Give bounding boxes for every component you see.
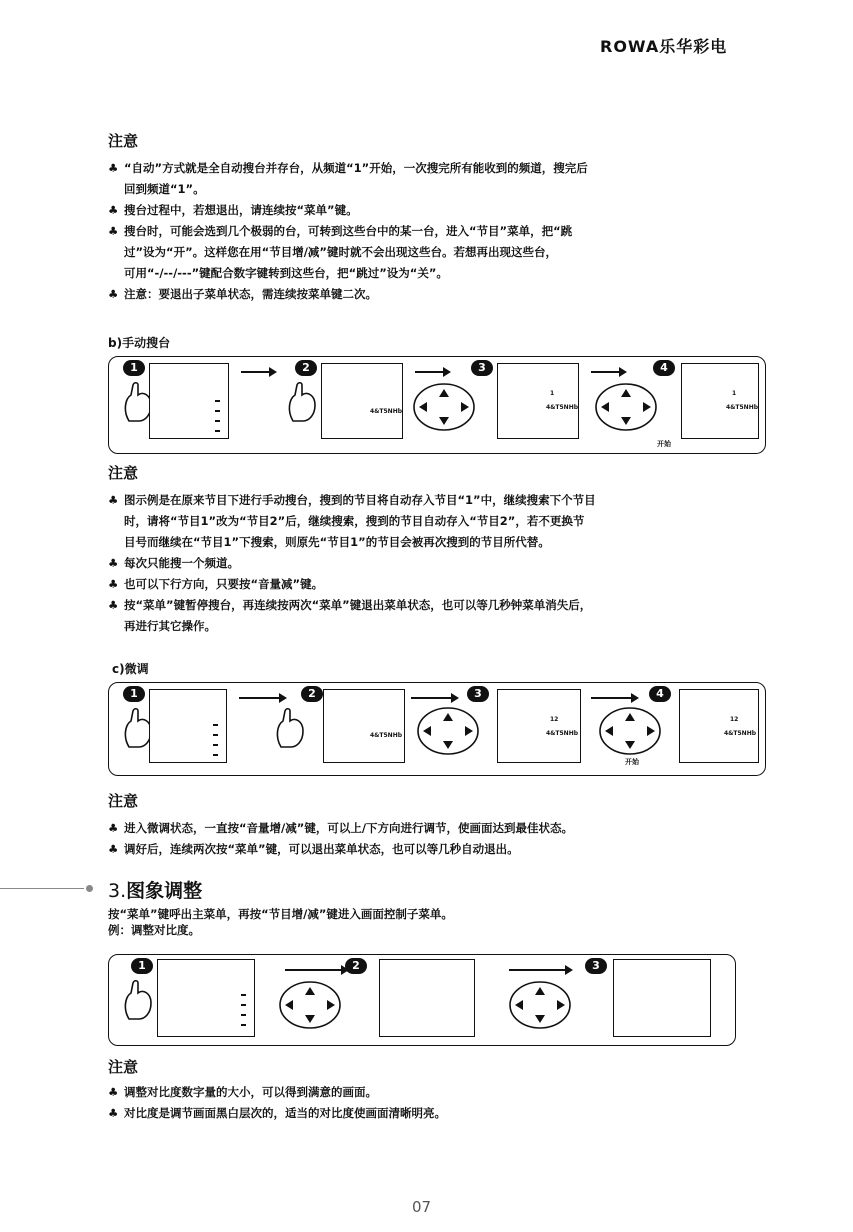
direction-pad-icon [277, 979, 343, 1031]
step-badge: 3 [585, 958, 607, 974]
direction-pad-icon [415, 705, 481, 757]
step-badge: 1 [123, 686, 145, 702]
note-item: ♣ 图示例是在原来节目下进行手动搜台，搜到的节目将自动存入节目“1”中，继续搜索下个节目 [108, 493, 596, 507]
note-item: ♣ 对比度是调节画面黑白层次的，适当的对比度使画面清晰明亮。 [108, 1106, 446, 1120]
direction-pad-icon [597, 705, 663, 757]
start-label: 开始 [625, 758, 639, 766]
step-badge: 3 [467, 686, 489, 702]
note-item: ♣ 搜台过程中，若想退出，请连续按“菜单”键。 [108, 203, 358, 217]
step-badge: 4 [653, 360, 675, 376]
note-heading: 注意 [108, 464, 139, 482]
direction-pad-icon [593, 381, 659, 433]
note-item: ♣ 每次只能搜一个频道。 [108, 556, 239, 570]
note-block-4 [108, 1082, 808, 1124]
direction-pad-icon [507, 979, 573, 1031]
menu-screen: 1 4&T5NHb [681, 363, 759, 439]
menu-screen [613, 959, 711, 1037]
note-item: ♣ 调整对比度数字量的大小，可以得到满意的画面。 [108, 1085, 377, 1099]
subheading-manual-search: b)手动搜台 [108, 336, 171, 350]
menu-screen [379, 959, 475, 1037]
direction-pad-icon [411, 381, 477, 433]
note-heading: 注意 [108, 792, 139, 810]
note-item: ♣ 注意：要退出子菜单状态，需连续按菜单键二次。 [108, 287, 377, 301]
note-item-cont: 过”设为“开”。这样您在用“节目增/减”键时就不会出现这些台。若想再出现这些台， [124, 245, 557, 259]
note-heading: 注意 [108, 132, 139, 150]
note-item-cont: 回到频道“1”。 [124, 182, 205, 196]
note-block-1 [108, 158, 808, 305]
flow-arrow [411, 697, 453, 699]
diagram-manual-search [108, 356, 766, 454]
note-item: ♣ 进入微调状态，一直按“音量增/减”键，可以上/下方向进行调节，使画面达到最佳状态。 [108, 821, 574, 835]
step-badge: 3 [471, 360, 493, 376]
hand-remote-icon [121, 979, 155, 1021]
section-title: 3.图象调整 [108, 880, 203, 902]
menu-screen: 12 4&T5NHb [679, 689, 759, 763]
flow-arrow [509, 969, 567, 971]
intro-text: 按“菜单”键呼出主菜单，再按“节目增/减”键进入画面控制子菜单。 例：调整对比度。 [108, 907, 453, 937]
note-item-cont: 时，请将“节目1”改为“节目2”后，继续搜索，搜到的节目自动存入“节目2”，若不更换节 [124, 514, 585, 528]
flow-arrow [285, 969, 343, 971]
section-bullet [86, 885, 93, 892]
menu-screen [149, 363, 229, 439]
note-item-cont: 再进行其它操作。 [124, 619, 216, 633]
menu-screen [157, 959, 255, 1037]
flow-arrow [239, 697, 281, 699]
page-number: 07 [412, 1198, 432, 1216]
step-badge: 2 [345, 958, 367, 974]
step-badge: 1 [131, 958, 153, 974]
diagram-fine-tune [108, 682, 766, 776]
flow-arrow [415, 371, 445, 373]
hand-remote-icon [285, 381, 319, 423]
brand-logo: ROWA乐华彩电 [600, 37, 728, 56]
flow-arrow [241, 371, 271, 373]
flow-arrow [591, 697, 633, 699]
section-rule [0, 888, 84, 889]
diagram-picture-adjust [108, 954, 736, 1046]
flow-arrow [591, 371, 621, 373]
note-item: ♣ 也可以下行方向，只要按“音量减”键。 [108, 577, 324, 591]
note-block-2 [108, 490, 808, 637]
note-block-3 [108, 818, 808, 860]
step-badge: 2 [295, 360, 317, 376]
menu-screen: 4&T5NHb [321, 363, 403, 439]
note-item: ♣ 调好后，连续两次按“菜单”键，可以退出菜单状态，也可以等几秒自动退出。 [108, 842, 519, 856]
note-item-cont: 可用“-/--/---”键配合数字键转到这些台，把“跳过”设为“关”。 [124, 266, 448, 280]
note-item: ♣ 搜台时，可能会选到几个极弱的台，可转到这些台中的某一台，进入“节目”菜单，把“跳 [108, 224, 573, 238]
menu-screen: 4&T5NHb [323, 689, 405, 763]
note-heading: 注意 [108, 1058, 139, 1076]
start-label: 开始 [657, 440, 671, 448]
hand-remote-icon [273, 707, 307, 749]
note-item: ♣ 按“菜单”键暂停搜台，再连续按两次“菜单”键退出菜单状态，也可以等几秒钟菜单消失后， [108, 598, 592, 612]
subheading-fine-tune: c)微调 [112, 662, 149, 676]
step-badge: 1 [123, 360, 145, 376]
note-item: ♣ “自动”方式就是全自动搜台并存台，从频道“1”开始，一次搜完所有能收到的频道，搜完后 [108, 161, 588, 175]
step-badge: 4 [649, 686, 671, 702]
menu-screen: 12 4&T5NHb [497, 689, 581, 763]
step-badge: 2 [301, 686, 323, 702]
menu-screen [149, 689, 227, 763]
menu-screen: 1 4&T5NHb [497, 363, 579, 439]
note-item-cont: 目号而继续在“节目1”下搜索，则原先“节目1”的节目会被再次搜到的节目所代替。 [124, 535, 550, 549]
